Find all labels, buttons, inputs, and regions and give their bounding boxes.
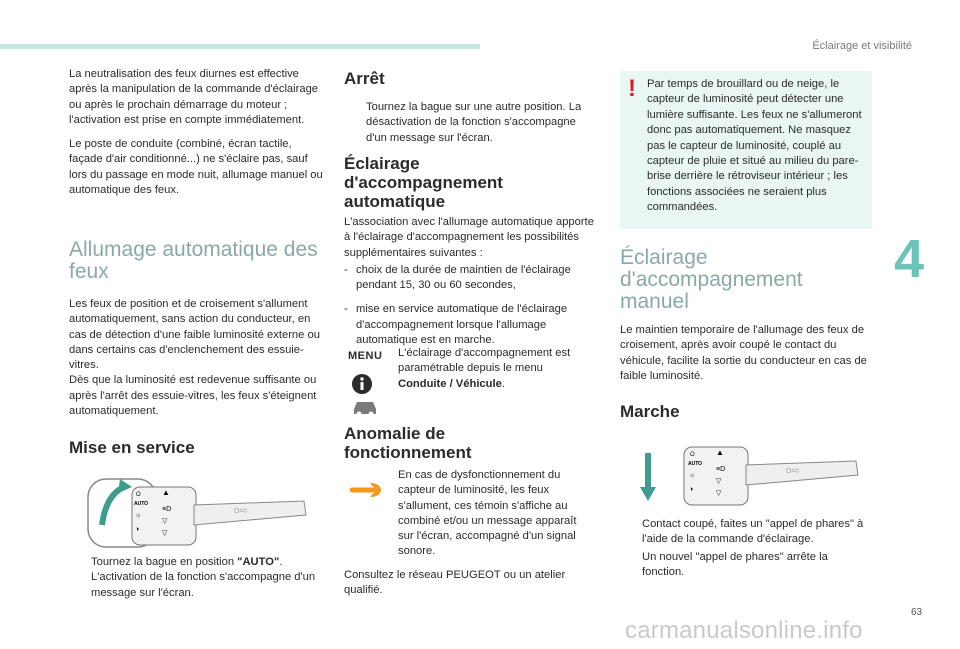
- column-3: [620, 323, 872, 393]
- stalk-diagram: [636, 443, 866, 513]
- bullet-item: Tournez la bague en position "AUTO". L'activation de la fonction s'accompagne d'un message sur l'écran.: [91, 556, 316, 599]
- svg-text:O=◊: O=◊: [234, 508, 247, 515]
- svg-text:▲: ▲: [716, 448, 724, 457]
- info-icon: [351, 373, 373, 395]
- menu-icon: MENU: [348, 350, 383, 362]
- menu-note: [398, 346, 594, 401]
- heading-manual-guide-me-home: Éclairage d'accompagnement manuel: [620, 246, 803, 313]
- stalk-diagram: [84, 475, 314, 555]
- column-2: [344, 100, 596, 155]
- column-1-bullet: [69, 555, 323, 610]
- heading-auto-guide-me-home: Éclairage d'accompagnement automatique: [344, 154, 503, 211]
- heading-auto-lighting: Allumage automatique des feux: [69, 238, 318, 283]
- svg-text:O: O: [136, 492, 141, 498]
- svg-text:AUTO: AUTO: [134, 501, 149, 507]
- bullet-item: Tournez la bague sur une autre position. La désactivation de la fonction s'accompagne d'un message sur l'écran.: [366, 101, 582, 144]
- dash-item: - mise en service automatique de l'éclairage d'accompagnement lorsque l'allumage automatique est en marche.: [344, 303, 568, 347]
- wrench-icon: [350, 479, 384, 501]
- paragraph: Consultez le réseau PEUGEOT ou un atelier qualifié.: [344, 569, 566, 597]
- anomaly-text: [398, 468, 594, 569]
- section-title: Éclairage et visibilité: [812, 40, 912, 52]
- chapter-number: 4: [894, 229, 925, 289]
- svg-text:◑: ◑: [135, 526, 140, 533]
- watermark: carmanualsonline.info: [625, 617, 863, 644]
- column-2-section: [344, 215, 596, 357]
- svg-text:O: O: [690, 452, 695, 458]
- car-icon: [351, 397, 379, 417]
- paragraph: Le maintien temporaire de l'allumage des feux de croisement, après avoir coupé le contact du véhicule, facilite la sortie du conducteur en cas de faible luminosité.: [620, 324, 867, 382]
- svg-text:◑: ◑: [689, 486, 694, 493]
- heading-stop: Arrêt: [344, 69, 385, 88]
- svg-text:AUTO: AUTO: [688, 461, 703, 467]
- paragraph: L'éclairage d'accompagnement est paramétrable depuis le menu Conduite / Véhicule.: [398, 347, 571, 390]
- warning-box: [620, 71, 872, 229]
- svg-text:≡D: ≡D: [716, 466, 726, 473]
- warning-icon: !: [628, 75, 636, 102]
- bullet-item: Contact coupé, faites un "appel de phares" à l'aide de la commande d'éclairage.: [642, 518, 864, 546]
- svg-text:▽: ▽: [716, 478, 722, 485]
- heading-switch-on: Mise en service: [69, 438, 195, 457]
- column-1-section: [69, 239, 323, 428]
- warning-text: Par temps de brouillard ou de neige, le capteur de luminosité peut détecter une lumière suffisante. Les feux ne s'allumeront donc pas automatiquement. Ne masquez pas le capteur de luminosité, couplé au capteur de pluie et situé au milieu du pare-brise derrière le rétroviseur intérieur ; les fonctions associées ne seraient plus commandées.: [647, 78, 862, 214]
- svg-text:▽: ▽: [162, 530, 168, 537]
- bullet-item: Un nouvel "appel de phares" arrête la fonction.: [642, 550, 828, 578]
- paragraph: La neutralisation des feux diurnes est effective après la manipulation de la commande d'éclairage ou après le prochain démarrage du moteur ; l'activation est prise en compte immédiatement.: [69, 68, 319, 126]
- paragraph: En cas de dysfonctionnement du capteur de luminosité, les feux s'allument, ces témoin s'affiche au combiné et/ou un message apparaît sur l'écran, accompagné d'un signal sonore.: [398, 469, 577, 558]
- dash-item: - choix de la durée de maintien de l'éclairage pendant 15, 30 ou 60 secondes,: [344, 263, 571, 292]
- svg-text:O=◊: O=◊: [786, 468, 799, 475]
- paragraph: Les feux de position et de croisement s'allument automatiquement, sans action du conducteur, en cas de détection d'une faible luminosité externe ou dans certains cas d'enclenchement des essuie-vitres.: [69, 298, 320, 372]
- svg-text:▽: ▽: [716, 490, 722, 497]
- svg-text:☼: ☼: [135, 512, 142, 519]
- column-3-bullets: [620, 517, 872, 589]
- svg-text:☼: ☼: [689, 472, 696, 479]
- paragraph: L'association avec l'allumage automatique apporte à l'éclairage d'accompagnement les possibilités supplémentaires suivantes :: [344, 216, 594, 259]
- svg-text:≡D: ≡D: [162, 506, 172, 513]
- paragraph: Dès que la luminosité est redevenue suffisante ou après l'arrêt des essuie-vitres, les feux s'éteignent automatiquement.: [69, 374, 317, 418]
- consult-text: [344, 568, 596, 608]
- column-1: [69, 67, 323, 207]
- heading-on: Marche: [620, 402, 680, 421]
- heading-malfunction: Anomalie de fonctionnement: [344, 424, 472, 462]
- header-bar: [0, 44, 480, 49]
- svg-text:▽: ▽: [162, 518, 168, 525]
- page-number: 63: [911, 607, 923, 618]
- svg-text:▲: ▲: [162, 488, 170, 497]
- paragraph: Le poste de conduite (combiné, écran tactile, façade d'air conditionné...) ne s'éclaire pas, sauf lors du passage en mode nuit, allumage manuel ou automatique des feux.: [69, 138, 323, 197]
